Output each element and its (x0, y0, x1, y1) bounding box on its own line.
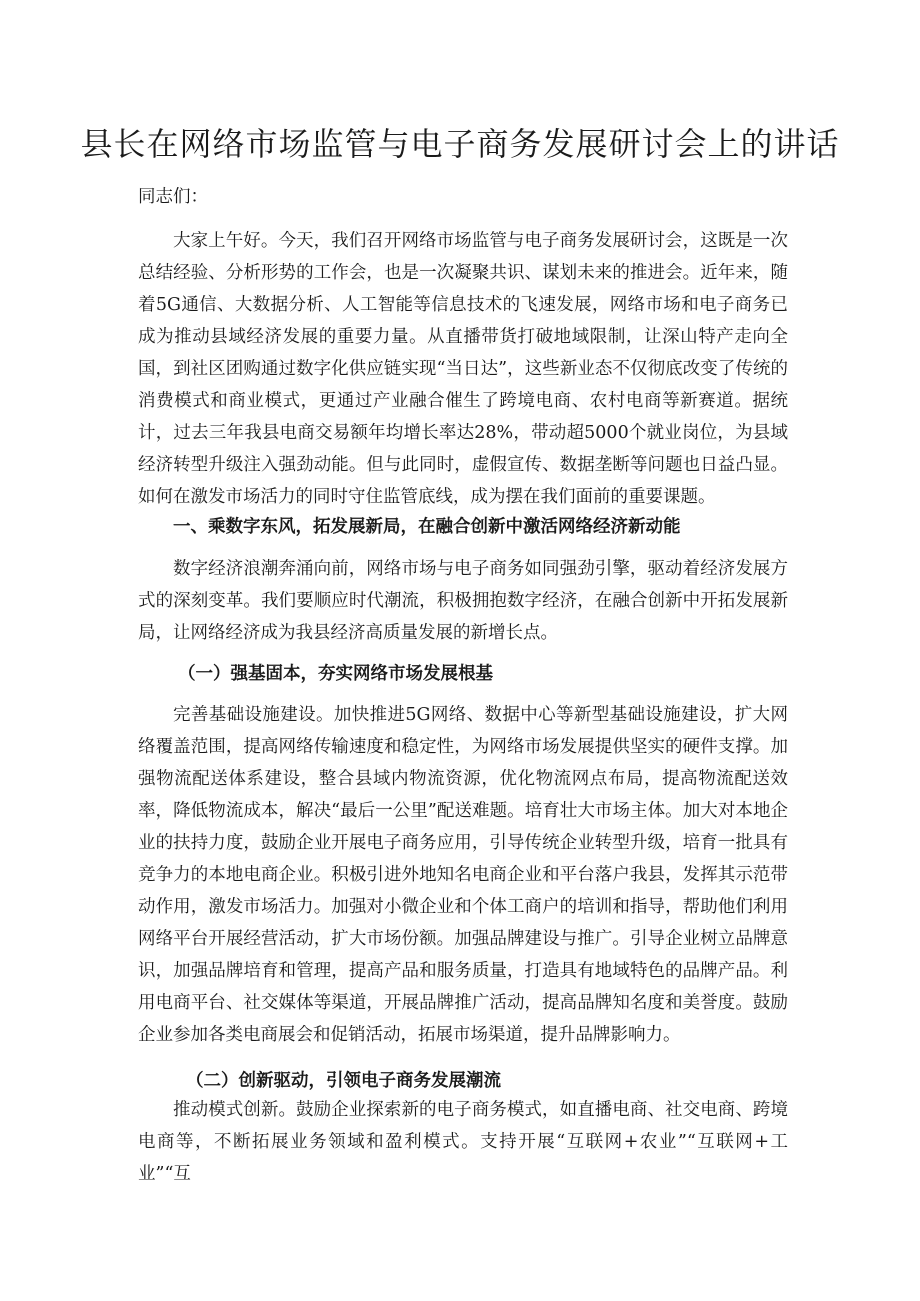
paragraph-subsection-1: 完善基础设施建设。加快推进5G网络、数据中心等新型基础设施建设，扩大网络覆盖范围，提高网络传输速度和稳定性，为网络市场发展提供坚实的硬件支撑。加强物流配送体系建设，整合县域内物流资源，优化物流网点布局，提高物流配送效率，降低物流成本，解决“最后一公里”配送难题。培育壮大市场主体。加大对本地企业的扶持力度，鼓励企业开展电子商务应用，引导传统企业转型升级，培育一批具有竞争力的本地电商企业。积极引进外地知名电商企业和平台落户我县，发挥其示范带动作用，激发市场活力。加强对小微企业和个体工商户的培训和指导，帮助他们利用网络平台开展经营活动，扩大市场份额。加强品牌建设与推广。引导企业树立品牌意识，加强品牌培育和管理，提高产品和服务质量，打造具有地域特色的品牌产品。利用电商平台、社交媒体等渠道，开展品牌推广活动，提高品牌知名度和美誉度。鼓励企业参加各类电商展会和促销活动，拓展市场渠道，提升品牌影响力。 (138, 705, 788, 1045)
subsection-heading-2: （二）创新驱动，引领电子商务发展潮流 (186, 1071, 501, 1091)
paragraph-subsection-2: 推动模式创新。鼓励企业探索新的电子商务模式，如直播电商、社交电商、跨境电商等，不断拓展业务领域和盈利模式。支持开展“互联网+农业”“互联网+工业”“互 (138, 1100, 788, 1184)
paragraph-section-1: 数字经济浪潮奔涌向前，网络市场与电子商务如同强劲引擎，驱动着经济发展方式的深刻变革。我们要顺应时代潮流，积极拥抱数字经济，在融合创新中开拓发展新局，让网络经济成为我县经济高质量发展的新增长点。 (138, 559, 788, 643)
salutation: 同志们： (138, 187, 208, 207)
document-title: 县长在网络市场监管与电子商务发展研讨会上的讲话 (80, 125, 840, 163)
subsection-heading-1: （一）强基固本，夯实网络市场发展根基 (178, 664, 493, 684)
section-heading-1: 一、乘数字东风，拓发展新局，在融合创新中激活网络经济新动能 (173, 517, 681, 537)
paragraph-intro: 大家上午好。今天，我们召开网络市场监管与电子商务发展研讨会，这既是一次总结经验、分析形势的工作会，也是一次凝聚共识、谋划未来的推进会。近年来，随着5G通信、大数据分析、人工智能等信息技术的飞速发展，网络市场和电子商务已成为推动县域经济发展的重要力量。从直播带货打破地域限制，让深山特产走向全国，到社区团购通过数字化供应链实现“当日达”，这些新业态不仅彻底改变了传统的消费模式和商业模式，更通过产业融合催生了跨境电商、农村电商等新赛道。据统计，过去三年我县电商交易额年均增长率达28%，带动超5000个就业岗位，为县域经济转型升级注入强劲动能。但与此同时，虚假宣传、数据垄断等问题也日益凸显。如何在激发市场活力的同时守住监管底线，成为摆在我们面前的重要课题。 (138, 231, 788, 507)
